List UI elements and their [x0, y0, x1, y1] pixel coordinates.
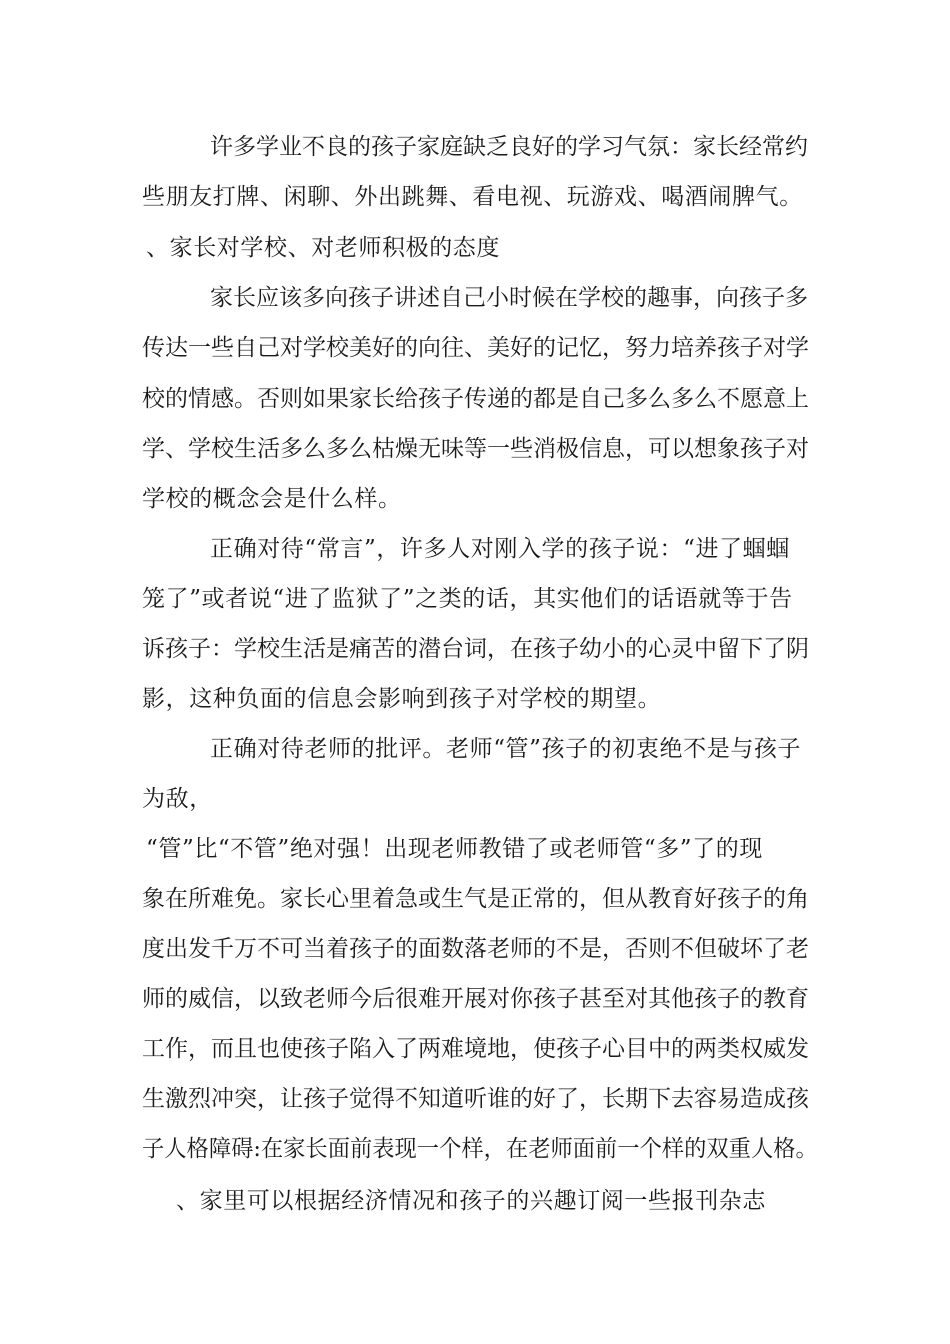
paragraph-line: 子人格障碍:在家长面前表现一个样，在老师面前一个样的双重人格。: [142, 1136, 818, 1162]
paragraph-line: 诉孩子：学校生活是痛苦的潜台词，在孩子幼小的心灵中留下了阴: [142, 636, 809, 662]
paragraph-line: 正确对待老师的批评。老师“管”孩子的初衷绝不是与孩子: [210, 736, 802, 762]
paragraph-line: 为敌，: [142, 786, 213, 812]
paragraph-line: 正确对待“常言”，许多人对刚入学的孩子说：“进了蝈蝈: [210, 536, 790, 562]
paragraph-line: 影，这种负面的信息会影响到孩子对学校的期望。: [142, 686, 662, 712]
section-heading: 、家长对学校、对老师积极的态度: [146, 235, 500, 261]
paragraph-line: 生激烈冲突，让孩子觉得不知道听谁的好了，长期下去容易造成孩: [142, 1086, 809, 1112]
paragraph-line: 师的威信，以致老师今后很难开展对你孩子甚至对其他孩子的教育: [142, 986, 809, 1012]
paragraph-line: 传达一些自己对学校美好的向往、美好的记忆，努力培养孩子对学: [142, 335, 809, 361]
paragraph-line: 笼了”或者说“进了监狱了”之类的话，其实他们的话语就等于告: [142, 586, 793, 612]
paragraph-line: 学校的概念会是什么样。: [142, 486, 402, 512]
paragraph-line: 校的情感。否则如果家长给孩子传递的都是自己多么多么不愿意上: [142, 386, 809, 412]
paragraph-line: 许多学业不良的孩子家庭缺乏良好的学习气氛：家长经常约: [210, 134, 808, 160]
paragraph-line: 度出发千万不可当着孩子的面数落老师的不是，否则不但破坏了老: [142, 936, 809, 962]
section-heading: 、家里可以根据经济情况和孩子的兴趣订阅一些报刊杂志: [176, 1188, 766, 1214]
paragraph-line: 学、学校生活多么多么枯燥无味等一些消极信息，可以想象孩子对: [142, 436, 809, 462]
paragraph-line: 些朋友打牌、闲聊、外出跳舞、看电视、玩游戏、喝酒闹脾气。: [142, 184, 803, 210]
paragraph-line: “管”比“不管”绝对强！出现老师教错了或老师管“多”了的现: [146, 836, 763, 862]
paragraph-line: 家长应该多向孩子讲述自己小时候在学校的趣事，向孩子多: [210, 285, 808, 311]
paragraph-line: 工作，而且也使孩子陷入了两难境地，使孩子心目中的两类权威发: [142, 1036, 809, 1062]
paragraph-line: 象在所难免。家长心里着急或生气是正常的，但从教育好孩子的角: [142, 886, 809, 912]
